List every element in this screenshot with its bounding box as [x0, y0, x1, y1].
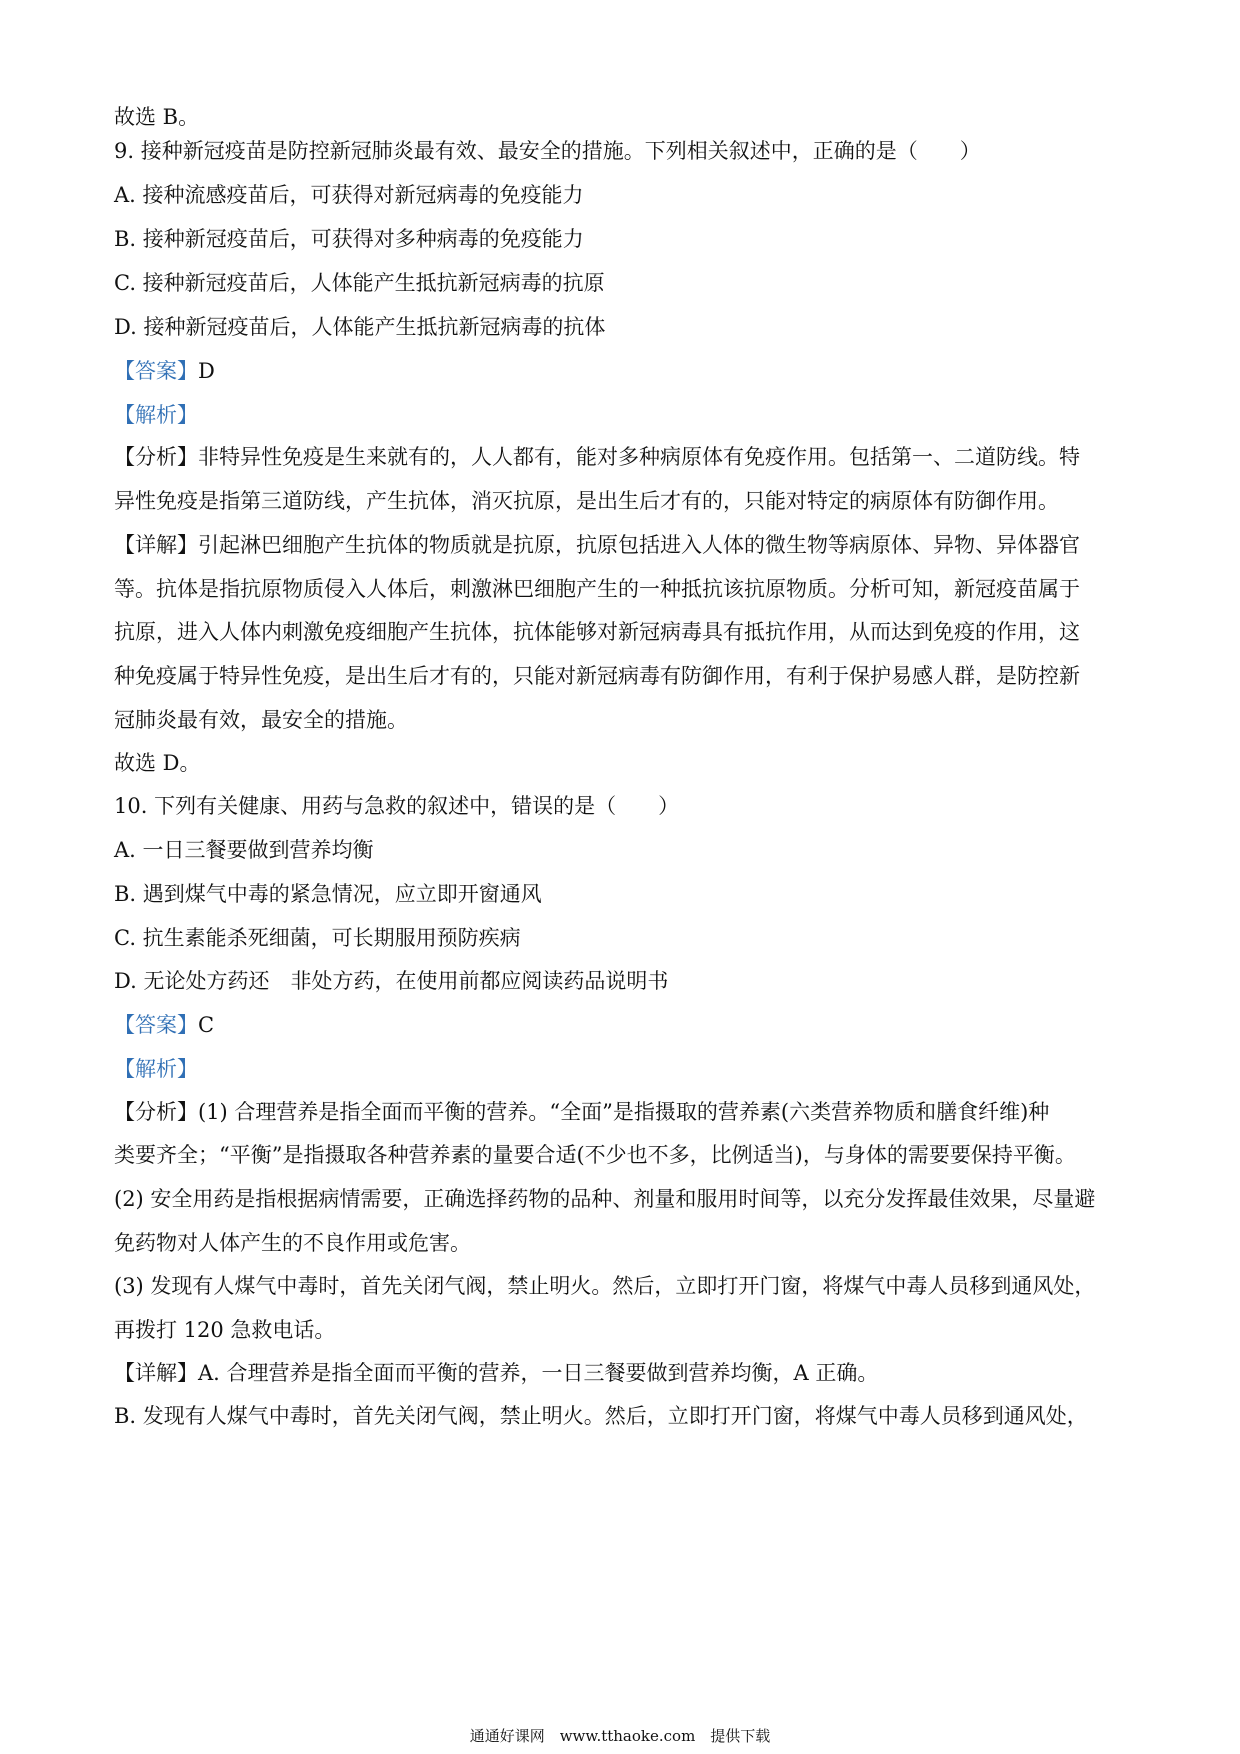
option-b: B. 接种新冠疫苗后，可获得对多种病毒的免疫能力: [114, 227, 584, 251]
option-d: D. 无论处方药还 非处方药，在使用前都应阅读药品说明书: [114, 969, 669, 993]
page-footer: 通通好课网 www.tthaoke.com 提供下载: [469, 1727, 771, 1745]
text-line: 类要齐全；“平衡”是指摄取各种营养素的量要合适(不少也不多，比例适当)，与身体的需要要保持平衡。: [114, 1143, 1076, 1167]
answer-value: C: [198, 1013, 215, 1037]
answer-line: [114, 1010, 1134, 1040]
option-a: A. 接种流感疫苗后，可获得对新冠病毒的免疫能力: [114, 183, 584, 207]
option-c: C. 抗生素能杀死细菌，可长期服用预防疾病: [114, 926, 521, 950]
option-b: B. 遇到煤气中毒的紧急情况，应立即开窗通风: [114, 882, 542, 906]
question-10: 10. 下列有关健康、用药与急救的叙述中，错误的是（ ）: [114, 794, 680, 818]
answer-tag: 【答案】: [114, 359, 198, 383]
text-line: 故选 D。: [114, 751, 201, 775]
text-line: B. 发现有人煤气中毒时，首先关闭气阀，禁止明火。然后，立即打开门窗，将煤气中毒人员移到通风处，: [114, 1404, 1088, 1428]
text-line: 再拨打 120 急救电话。: [114, 1318, 336, 1342]
text-line: (2) 安全用药是指根据病情需要，正确选择药物的品种、剂量和服用时间等，以充分发挥最佳效果，尽量避: [114, 1187, 1096, 1211]
text-line: 【详解】引起淋巴细胞产生抗体的物质就是抗原，抗原包括进入人体的微生物等病原体、异物、异体器官: [114, 533, 1080, 557]
answer-value: D: [198, 359, 215, 383]
text-line: 【详解】A. 合理营养是指全面而平衡的营养，一日三餐要做到营养均衡，A 正确。: [114, 1361, 879, 1385]
text-line: 故选 B。: [114, 105, 200, 129]
text-line: 【分析】(1) 合理营养是指全面而平衡的营养。“全面”是指摄取的营养素(六类营养物质和膳食纤维)种: [114, 1100, 1050, 1124]
option-a: A. 一日三餐要做到营养均衡: [114, 838, 374, 862]
analysis-heading: 【解析】: [114, 403, 198, 427]
option-c: C. 接种新冠疫苗后，人体能产生抵抗新冠病毒的抗原: [114, 271, 605, 295]
option-d: D. 接种新冠疫苗后，人体能产生抵抗新冠病毒的抗体: [114, 315, 606, 339]
text-line: (3) 发现有人煤气中毒时，首先关闭气阀，禁止明火。然后，立即打开门窗，将煤气中毒人员移到通风处，: [114, 1274, 1096, 1298]
answer-tag: 【答案】: [114, 1013, 198, 1037]
text-line: 等。抗体是指抗原物质侵入人体后，刺激淋巴细胞产生的一种抵抗该抗原物质。分析可知，新冠疫苗属于: [114, 577, 1080, 601]
text-line: 冠肺炎最有效，最安全的措施。: [114, 708, 408, 732]
analysis-heading: 【解析】: [114, 1057, 198, 1081]
text-line: 抗原，进入人体内刺激免疫细胞产生抗体，抗体能够对新冠病毒具有抵抗作用，从而达到免疫的作用，这: [114, 620, 1080, 644]
text-line: 【分析】非特异性免疫是生来就有的，人人都有，能对多种病原体有免疫作用。包括第一、二道防线。特: [114, 445, 1080, 469]
question-9: 9. 接种新冠疫苗是防控新冠肺炎最有效、最安全的措施。下列相关叙述中，正确的是（ ）: [114, 139, 981, 163]
text-line: 种免疫属于特异性免疫，是出生后才有的，只能对新冠病毒有防御作用，有利于保护易感人群，是防控新: [114, 664, 1080, 688]
text-line: 异性免疫是指第三道防线，产生抗体，消灭抗原，是出生后才有的，只能对特定的病原体有防御作用。: [114, 489, 1059, 513]
answer-line: [114, 356, 1134, 386]
text-line: 免药物对人体产生的不良作用或危害。: [114, 1231, 471, 1255]
